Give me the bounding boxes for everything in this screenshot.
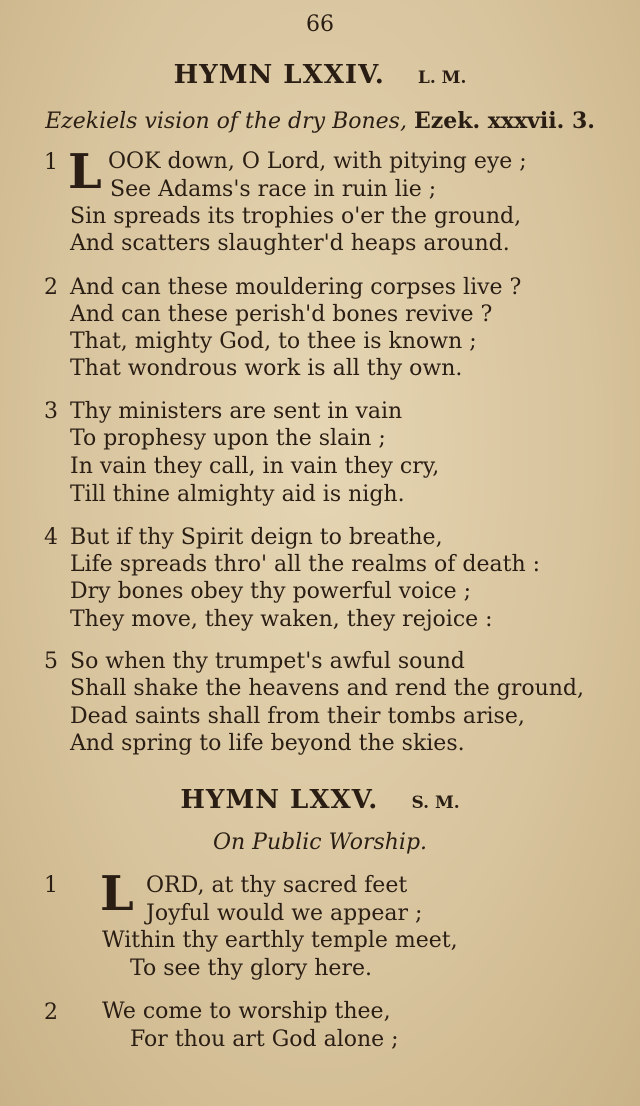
hymn-heading — [0, 785, 640, 815]
verse-line: They move, they waken, they rejoice : — [70, 607, 493, 632]
hymn-title: HYMN LXXIV. — [173, 60, 385, 90]
verse-line: But if thy Spirit deign to breathe, — [70, 525, 443, 550]
verse-line: Dead saints shall from their tombs arise, — [70, 704, 525, 729]
stanza-number: 4 — [44, 525, 58, 550]
verse-line: And scatters slaughter'd heaps around. — [70, 231, 510, 256]
subtitle-text: Ezekiels vision of the dry Bones, — [45, 109, 407, 134]
verse-line: And can these mouldering corpses live ? — [70, 275, 522, 300]
page-number: 66 — [306, 12, 334, 37]
verse-line: To see thy glory here. — [130, 956, 372, 981]
verse-line: We come to worship thee, — [102, 999, 391, 1024]
drop-cap: L — [100, 866, 134, 922]
verse-line: Till thine almighty aid is nigh. — [70, 482, 405, 507]
verse-line: Within thy earthly temple meet, — [102, 928, 458, 953]
stanza-number: 1 — [44, 150, 58, 175]
verse-line: In vain they call, in vain they cry, — [70, 454, 440, 479]
verse-line: Dry bones obey thy powerful voice ; — [70, 579, 472, 604]
hymn-meter: L. M. — [417, 68, 467, 88]
verse-line: Life spreads thro' all the realms of death : — [70, 552, 541, 577]
stanza-number: 3 — [44, 399, 58, 424]
verse-line: So when thy trumpet's awful sound — [70, 649, 465, 674]
verse-line: Sin spreads its trophies o'er the ground, — [70, 204, 522, 229]
stanza-number: 2 — [44, 275, 58, 300]
scripture-reference: Ezek. xxxvii. 3. — [413, 108, 595, 134]
hymn-meter: S. M. — [411, 793, 460, 813]
verse-line: OOK down, O Lord, with pitying eye ; — [108, 149, 527, 174]
hymn-subtitle — [0, 108, 640, 134]
verse-line: For thou art God alone ; — [130, 1027, 399, 1052]
verse-line: And spring to life beyond the skies. — [70, 731, 465, 756]
verse-line: See Adams's race in ruin lie ; — [110, 177, 437, 202]
subtitle-text: On Public Worship. — [212, 830, 428, 855]
stanza-number: 2 — [44, 1000, 58, 1025]
stanza-number: 5 — [44, 649, 58, 674]
verse-line: That, mighty God, to thee is known ; — [70, 329, 477, 354]
verse-line: To prophesy upon the slain ; — [70, 426, 386, 451]
verse-line: And can these perish'd bones revive ? — [70, 302, 493, 327]
verse-line: Thy ministers are sent in vain — [70, 399, 403, 424]
verse-line: Shall shake the heavens and rend the ground, — [70, 676, 584, 701]
verse-line: ORD, at thy sacred feet — [146, 873, 408, 898]
stanza-number: 1 — [44, 873, 58, 898]
drop-cap: L — [68, 144, 102, 200]
hymn-heading — [0, 60, 640, 90]
hymn-title: HYMN LXXV. — [180, 785, 379, 815]
verse-line: Joyful would we appear ; — [146, 901, 423, 926]
hymn-subtitle — [0, 830, 640, 855]
verse-line: That wondrous work is all thy own. — [70, 356, 463, 381]
